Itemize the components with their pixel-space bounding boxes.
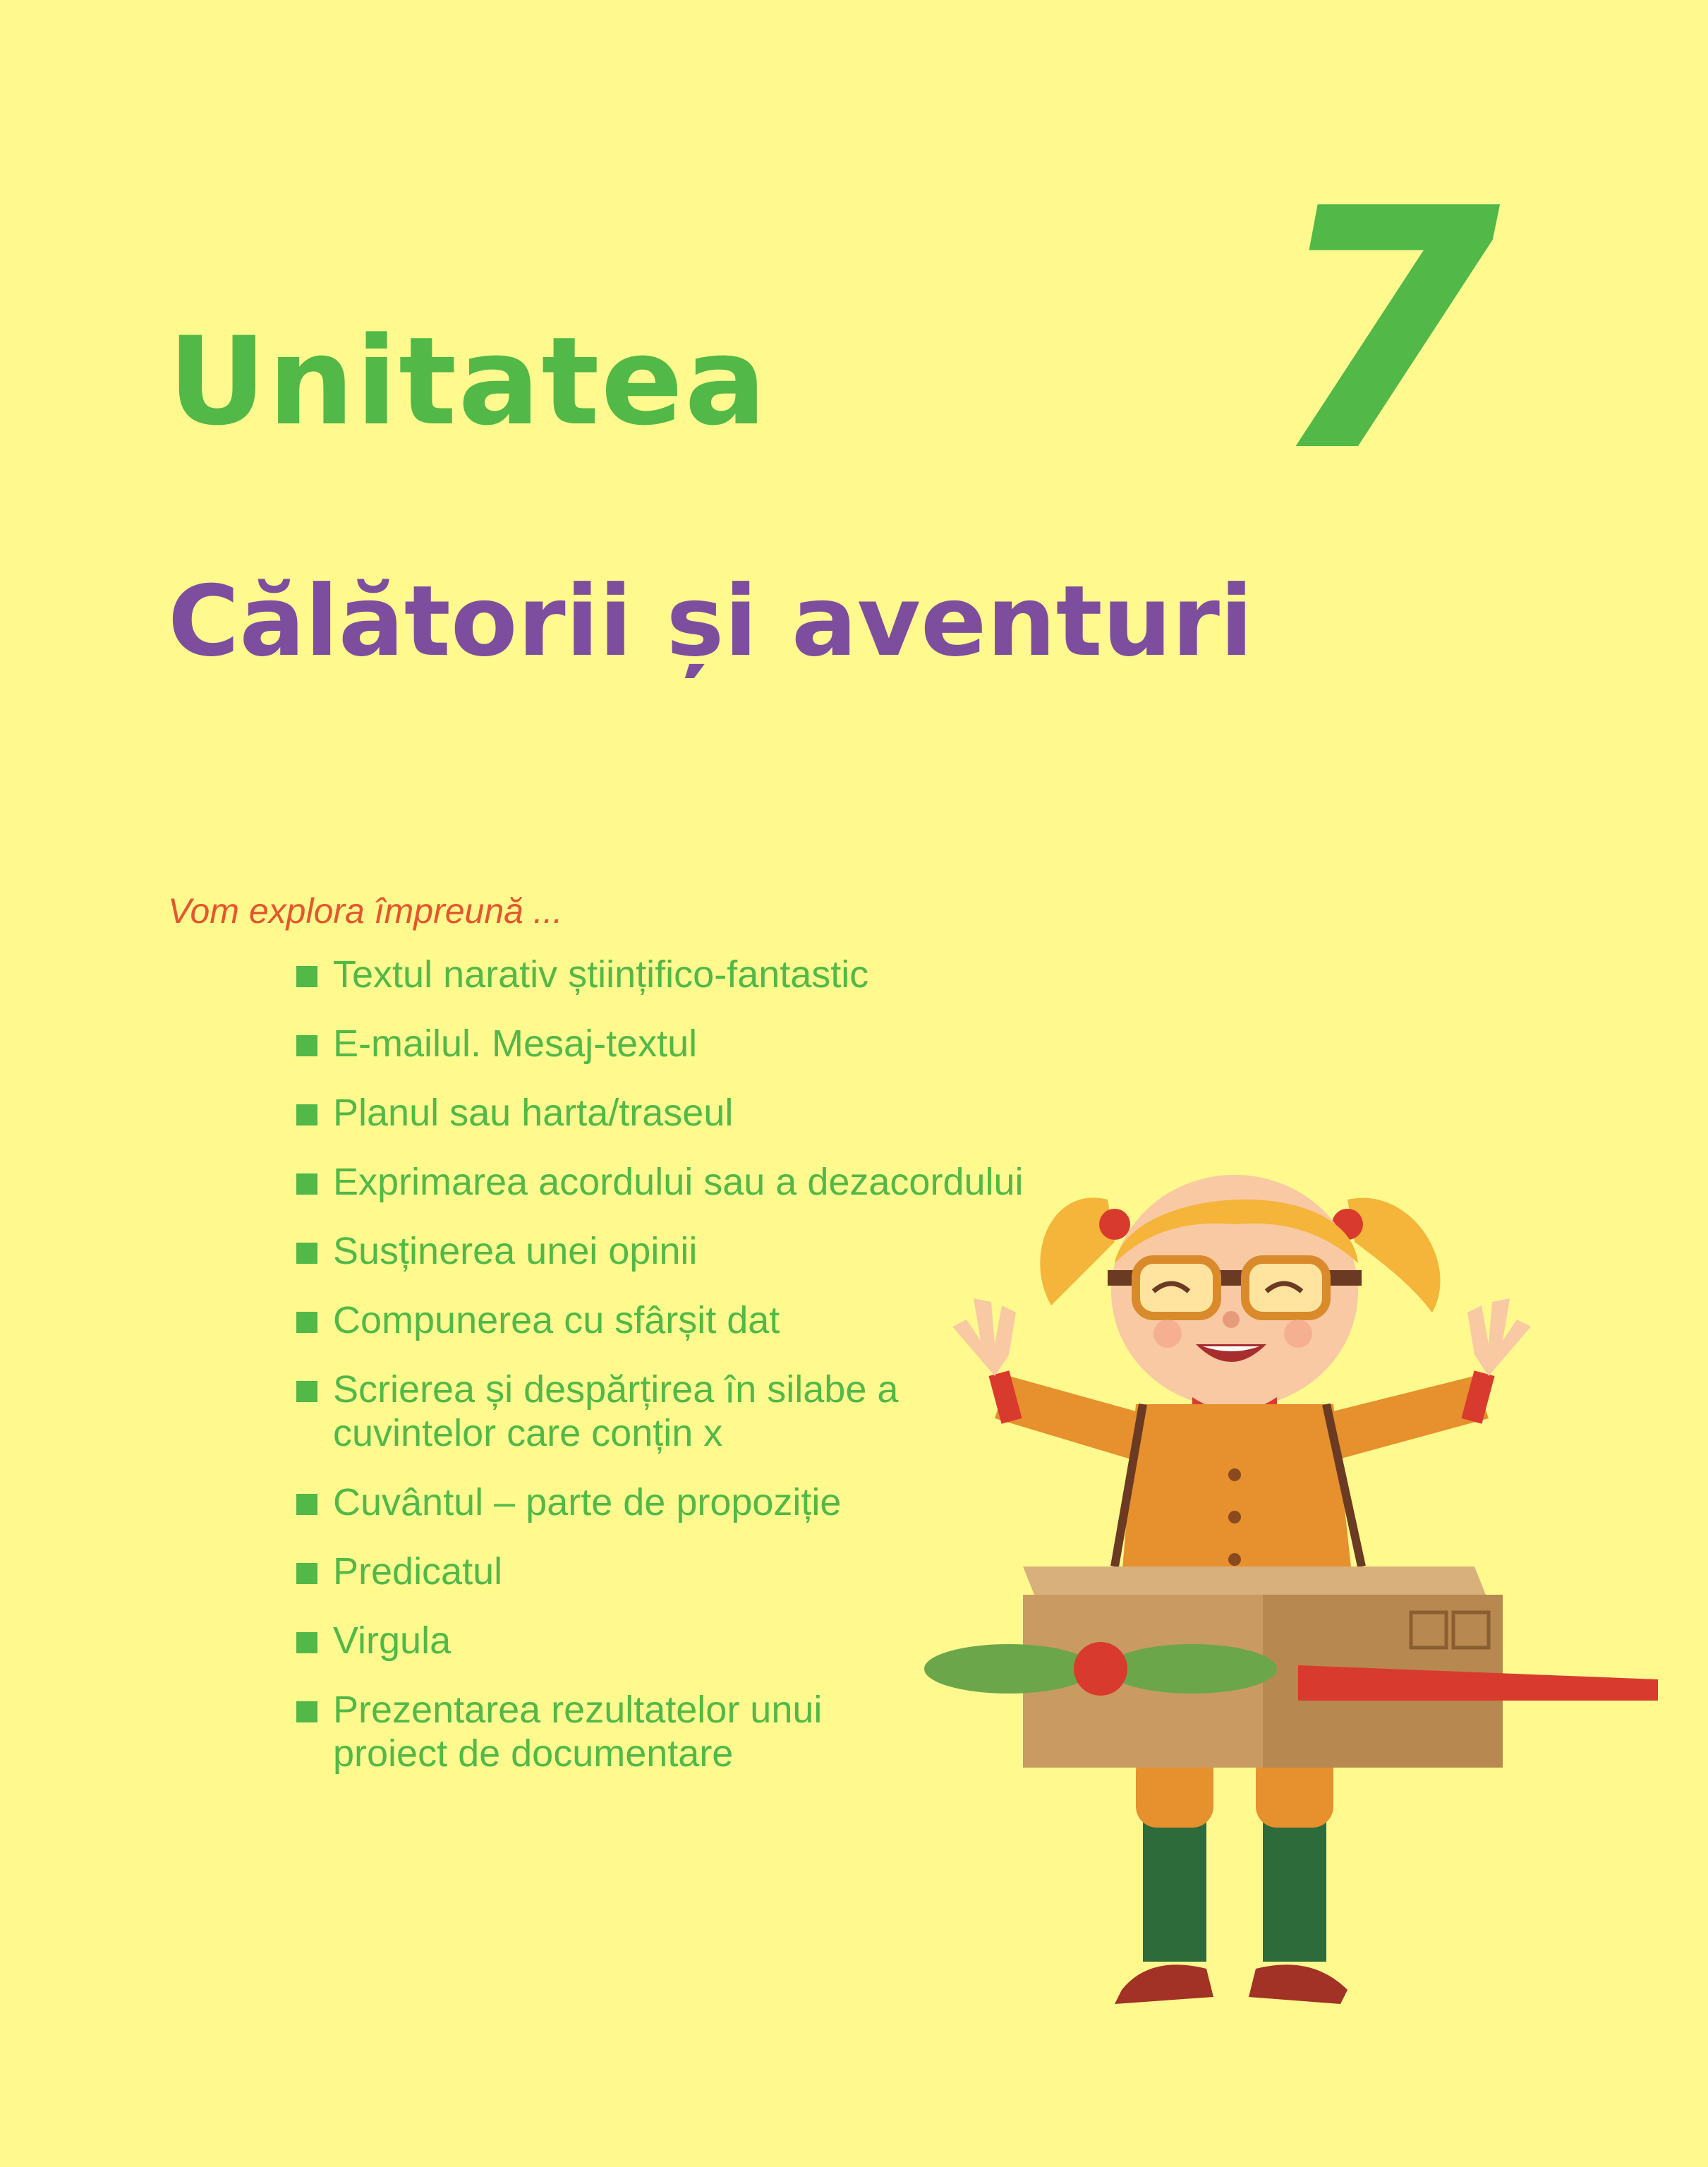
square-bullet-icon	[296, 1104, 317, 1125]
unit-label: Unitatea	[168, 310, 768, 452]
intro-text: Vom explora împreună ...	[168, 891, 563, 931]
list-item	[296, 1091, 1144, 1135]
girl-pilot-illustration	[924, 1143, 1665, 2046]
square-bullet-icon	[296, 1173, 317, 1195]
topic-text: Planul sau harta/traseul	[333, 1092, 734, 1134]
unit-number: 7	[1270, 138, 1501, 524]
list-item	[296, 1022, 1144, 1066]
square-bullet-icon	[296, 1243, 317, 1264]
topic-text: Virgula	[333, 1619, 452, 1662]
topic-text: Compunerea cu sfârșit dat	[333, 1299, 780, 1341]
square-bullet-icon	[296, 1632, 317, 1653]
topic-text: Susținerea unei opinii	[333, 1230, 698, 1272]
square-bullet-icon	[296, 1563, 317, 1584]
list-item	[296, 1688, 933, 1775]
square-bullet-icon	[296, 1701, 317, 1722]
list-item	[296, 953, 1144, 996]
topic-text: Prezentarea rezultatelor unui proiect de documentare	[333, 1689, 823, 1775]
square-bullet-icon	[296, 1381, 317, 1402]
topic-text: Textul narativ științifico-fantastic	[333, 953, 869, 996]
topic-text: Scrierea și despărțirea în silabe a cuvintelor care conțin x	[333, 1368, 899, 1454]
list-item	[296, 1368, 968, 1455]
unit-subtitle: Călătorii și aventuri	[168, 565, 1254, 678]
topic-text: Cuvântul – parte de propoziție	[333, 1481, 842, 1523]
square-bullet-icon	[296, 1312, 317, 1333]
topic-text: E-mailul. Mesaj-textul	[333, 1022, 698, 1065]
square-bullet-icon	[296, 1035, 317, 1056]
square-bullet-icon	[296, 1494, 317, 1515]
topic-text: Predicatul	[333, 1550, 503, 1593]
square-bullet-icon	[296, 966, 317, 987]
topic-text: Exprimarea acordului sau a dezacordului	[333, 1161, 1024, 1203]
